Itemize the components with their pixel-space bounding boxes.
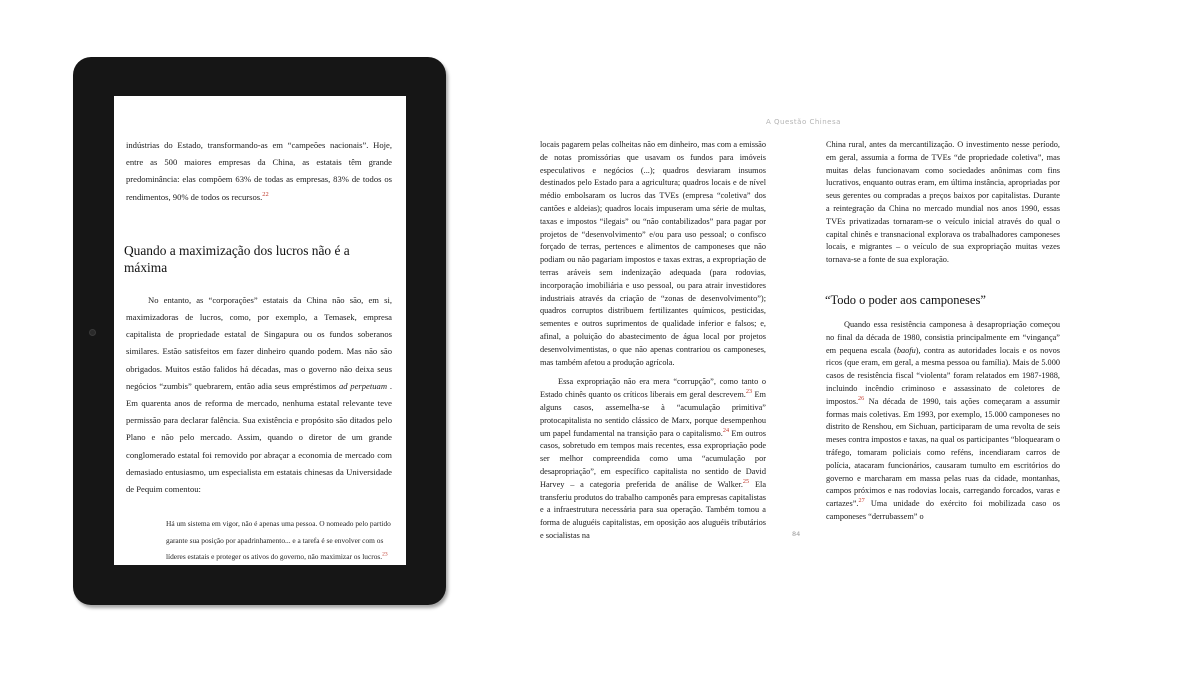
tablet-block-quote bbox=[166, 516, 394, 565]
right-paragraph-2-italic: baofu bbox=[896, 345, 916, 355]
left-paragraph-2-text-d: Ela transferiu produtos do trabalho camponês para empresas capitalistas e a infraestrutura necessária para sua operação. Também tomou a forma de aluguéis capitalistas, em oposição aos aluguéis tributários e socialistas na bbox=[540, 479, 767, 540]
tablet-section-heading: Quando a maximização dos lucros não é a máxima bbox=[124, 242, 350, 275]
right-column bbox=[826, 139, 1060, 524]
book-page bbox=[540, 118, 1061, 540]
right-paragraph-2-text-a: Quando essa resistência camponesa à desapropriação começou no final da década de 1980, consistia principalmente em “vingança” em pequena escala ( bbox=[826, 319, 1060, 355]
tablet-screen[interactable] bbox=[114, 96, 406, 565]
left-paragraph-2-text-b: Em alguns casos, assemelha-se à “acumulação primitiva” protocapitalista no sentido clássico de Marx, porque desempenhou um papel fundamental na transição para o capitalismo. bbox=[540, 390, 766, 438]
tablet-paragraph-1-text: indústrias do Estado, transformando-as em “campeões nacionais”. Hoje, entre as 500 maiores empresas da China, as estatais têm grande predominância: elas compõem 63% de todas as empresas, 83% de todos os rendimentos, 90% de todos os recursos. bbox=[126, 140, 392, 202]
right-paragraph-1: China rural, antes da mercantilização. O investimento nesse período, em geral, assumia a forma de TVEs “de propriedade coletiva”, mas muitas delas funcionavam como sociedades anônimas com fins lucrativos, enquanto outras eram, em última instância, apropriadas por seus gerentes ou compradas a preços baixos por capitalistas. Durante a reintegração da China no mercado mundial nos anos 1990, essas TVEs privatizadas tornaram-se o veículo inicial através do qual o capital chinês e transnacional explorava os trabalhadores camponeses locais, e migrantes – o veículo de sua expropriação muitas vezes tornava-se a fonte de sua exploração. bbox=[826, 140, 1060, 265]
tablet-page-content bbox=[126, 137, 392, 565]
footnote-ref[interactable]: 23 bbox=[382, 551, 388, 558]
footnote-ref[interactable]: 27 bbox=[858, 497, 865, 505]
camera-icon bbox=[89, 329, 96, 336]
tablet-quote-text: Há um sistema em vigor, não é apenas uma pessoa. O nomeado pelo partido garante sua posição por apadrinhamento... e a tarefa é se envolver com os líderes estatais e proteger os ativos do governo, não maximizar os lucros. bbox=[166, 519, 391, 562]
tablet-paragraph-2-italic: ad perpetuam bbox=[338, 380, 388, 391]
left-paragraph-2 bbox=[540, 376, 766, 542]
left-column bbox=[540, 139, 766, 543]
tablet-device bbox=[73, 57, 446, 605]
running-head: A Questão Chinesa bbox=[766, 118, 841, 126]
tablet-paragraph-2 bbox=[126, 292, 392, 498]
tablet-paragraph-1 bbox=[126, 137, 392, 206]
tablet-paragraph-2-text-a: No entanto, as “corporações” estatais da China não são, em si, maximizadoras de lucros, como, por exemplo, a Temasek, empresa capitalista de propriedade estatal de Singapura ou os fundos soberanos similares. Estão satisfeitos em fazer dinheiro quando podem. Mas não são obrigados. Muitos estão falidos há décadas, mas o governo não deixa seus negócios “zumbis” quebrarem, então adia seus empréstimos bbox=[126, 294, 392, 391]
right-paragraph-2-text-d: Uma unidade do exército foi mobilizada caso os camponeses “derrubassem” o bbox=[826, 499, 1060, 521]
right-paragraph-2-text-b: ), contra as autoridades locais e os novos ricos (que eram, em geral, a mesma pessoa ou família). Mais de 5.000 casos de resistência fiscal “violenta” foram relatados em 1987-1988, incluindo incêndio criminoso e assassinato de coletores de impostos. bbox=[826, 345, 1061, 406]
left-paragraph-2-text-c: Em outros casos, sobretudo em tempos mais recentes, essa expropriação pode ser melhor compreendida como uma “acumulação por desapropriação”, em específico capitalista no sentido de David Harvey – a categoria preferida de análise de Walker. bbox=[540, 428, 766, 489]
footnote-ref[interactable]: 22 bbox=[262, 190, 269, 198]
tablet-paragraph-2-text-b: . Em quarenta anos de reforma de mercado, nenhuma estatal relevante teve permissão para declarar falência. Sua existência e propósito são ditados pelo Plano e não pelo mercado. Assim, quando o diretor de um grande conglomerado estatal foi removido por abraçar a economia de mercado com demasiado entusiasmo, um especialista em estatais chinesas da Universidade de Pequim comentou: bbox=[126, 380, 392, 495]
footnote-ref[interactable]: 23 bbox=[745, 388, 753, 396]
footnote-ref[interactable]: 26 bbox=[858, 394, 865, 402]
left-paragraph-2-text-a: Essa expropriação não era mera “corrupção”, como tanto o Estado chinês quanto os críticos liberais em geral descrevem. bbox=[540, 377, 766, 400]
left-paragraph-1: locais pagarem pelas colheitas não em dinheiro, mas com a emissão de notas promissórias que usavam os fundos para imóveis especulativos e negócios (...); quadros desviaram insumos destinados pelo Estado para a agricultura; quadros locais e de nível médio embolsaram os lucros das TVEs (empresa “coletiva” dos cantões e aldeias); quadros locais impuseram uma série de multas, taxas e impostos “ilegais” ou “não contabilizados” para pagar por projetos de “desenvolvimento” e/ou para uso pessoal; o confisco forçado de terras, pertences e alimentos de camponeses que não podiam ou não pagariam impostos e taxas extras, a expropriação de terras aráveis sem indenização adequada (para rodovias, incorporação imobiliária e uso pessoal, ou para atrair investidores industriais através da criação de “zonas de desenvolvimento”); quadros corruptos distribuem fertilizantes químicos, pesticidas, sementes e outros suprimentos de qualidade inferior e falsos; e, afinal, a poluição do abastecimento de água local por projetos desenvolvimentistas, o que não apenas contrariou os camponeses, mas também afetou a produção agrícola. bbox=[540, 140, 766, 367]
footnote-ref[interactable]: 25 bbox=[742, 477, 750, 485]
section-heading: “Todo o poder aos camponeses” bbox=[825, 292, 986, 307]
right-paragraph-2-text-c: Na década de 1990, tais ações começaram a assumir formas mais coletivas. Em 1993, por exemplo, 15.000 camponeses no distrito de Renshou, em Sichuan, participaram de uma revolta de seis meses contra impostos e taxas, na qual os participantes “bloquearam o tráfego, tomaram policiais como reféns, incendiaram carros de polícia, atacaram funcionários, causaram tumulto em escritórios do governo e marcharam em massa pelas ruas da cidade, montanhas, campos próximos e nas rodovias locais, carregando forcados, varas e cartazes”. bbox=[826, 396, 1060, 509]
footnote-ref[interactable]: 24 bbox=[722, 426, 730, 434]
right-paragraph-2 bbox=[826, 319, 1060, 524]
page-number: 84 bbox=[792, 530, 801, 538]
